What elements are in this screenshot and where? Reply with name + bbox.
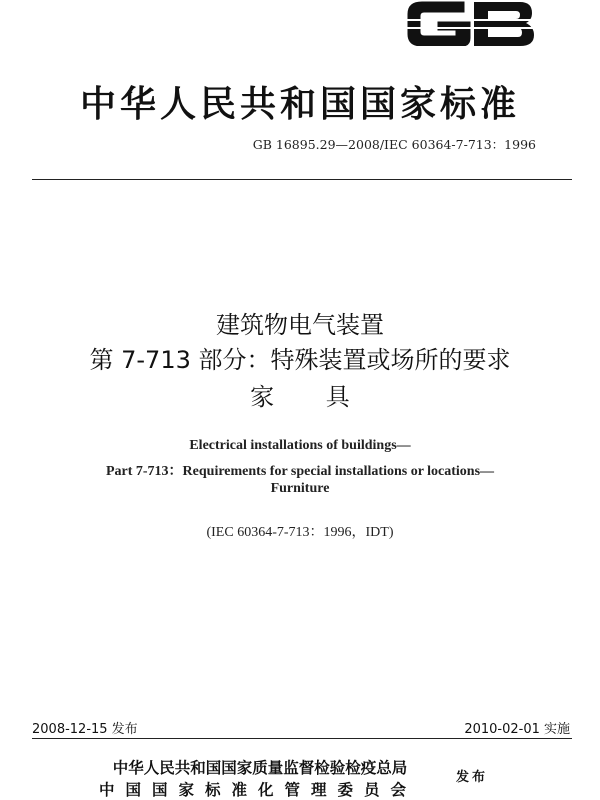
footer-divider <box>32 738 572 739</box>
zh-title-line1: 建筑物电气装置 <box>216 311 384 339</box>
issuer-line2: 中国国家标准化管理委员会 <box>98 781 417 799</box>
issuer-line1: 中华人民共和国国家质量监督检验检疫总局 <box>112 759 408 777</box>
en-title-line3: Furniture <box>270 481 330 496</box>
logo-letter-b <box>474 2 534 46</box>
gb-logo <box>404 0 536 46</box>
header-divider <box>32 179 572 180</box>
publish-label: 发布 <box>456 770 489 785</box>
en-title-line1: Electrical installations of buildings— <box>189 438 411 453</box>
standard-number: GB 16895.29—2008/IEC 60364-7-713：1996 <box>252 137 536 152</box>
adoption-note: (IEC 60364-7-713：1996，IDT) <box>206 525 394 540</box>
issue-date: 2008-12-15 发布 <box>32 722 138 737</box>
en-title-line2: Part 7-713：Requirements for special installations or locations— <box>105 464 495 479</box>
implement-date: 2010-02-01 实施 <box>464 722 570 737</box>
zh-title-line2: 第 7-713 部分：特殊装置或场所的要求 <box>89 346 511 374</box>
logo-letter-g <box>408 2 470 46</box>
standard-org-title: 中华人民共和国国家标准 <box>79 83 520 125</box>
zh-title-line3: 家 具 <box>250 383 372 411</box>
